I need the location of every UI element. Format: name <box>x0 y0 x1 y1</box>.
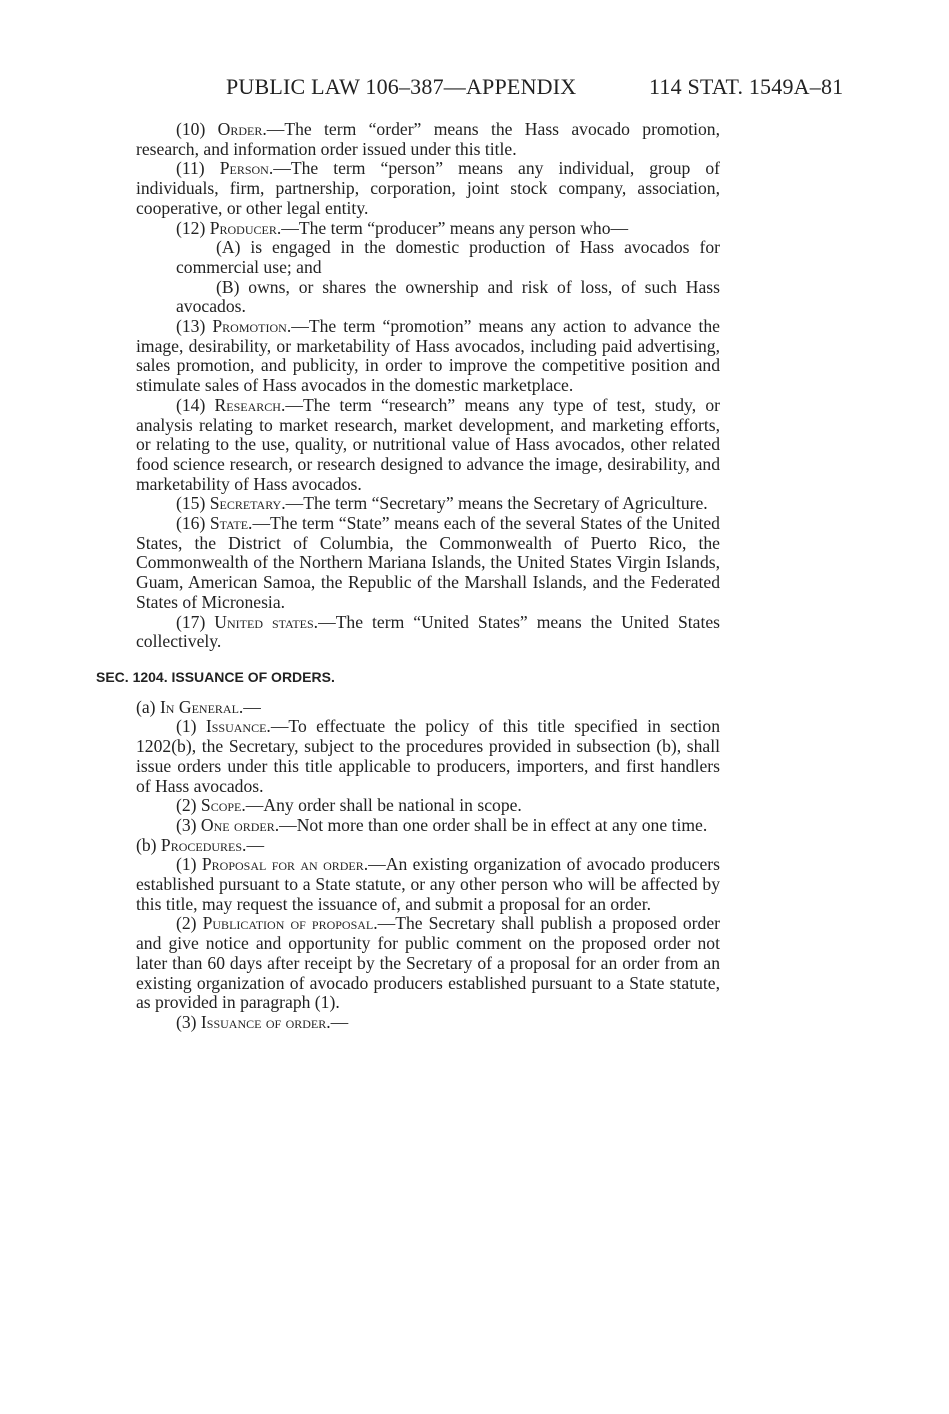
paragraph-text: —To effectuate the policy of this title specified in section 1202(b), the Secretary, subject to the procedures provided in subsection (b), shall issue orders under this title applicable to producers, importers, and first handlers of Hass avocados. <box>136 716 720 796</box>
paragraph-one-order <box>136 816 720 836</box>
definition-producer <box>136 219 720 239</box>
paragraph-number: (1) <box>176 716 197 737</box>
definition-united-states <box>136 613 720 652</box>
definition-text: —The term “promotion” means any action to advance the image, desirability, or marketability of Hass avocados, including paid advertising, sales promotion, and publicity, in order to improve the competitive position and stimulate sales of Hass avocados in the domestic marketplace. <box>136 316 720 396</box>
definition-term: Promotion. <box>212 316 292 337</box>
subsection-b-heading <box>136 836 720 856</box>
definition-number: (16) <box>176 513 206 534</box>
definition-term: Secretary. <box>209 493 286 514</box>
paragraph-term: Issuance of order. <box>200 1011 331 1032</box>
producer-subitem-b: (B) owns, or shares the ownership and risk of loss, of such Hass avocados. <box>176 276 720 317</box>
producer-subitem-a: (A) is engaged in the domestic production of Hass avocados for commercial use; and <box>176 237 720 277</box>
definition-number: (13) <box>176 316 206 337</box>
paragraph-scope <box>136 796 720 816</box>
paragraph-text: —The Secretary shall publish a proposed order and give notice and opportunity for public comment on the proposed order not later than 60 days after receipt by the Secretary of a proposal for an order from an existing organization of avocado producers established pursuant to a State statute, as provided in paragraph (1). <box>136 913 720 1013</box>
definition-order <box>136 120 720 159</box>
paragraph-text: —Not more than one order shall be in effect at any one time. <box>279 814 708 835</box>
paragraph-proposal <box>136 855 720 914</box>
definition-research <box>136 396 720 495</box>
subsection-label: (a) <box>136 696 160 717</box>
paragraph-number: (3) <box>176 1011 197 1032</box>
definition-text: —The term “order” means the Hass avocado promotion, research, and information order issued under this title. <box>136 119 720 159</box>
subsection-label: (b) <box>136 834 161 855</box>
definition-text: —The term “research” means any type of test, study, or analysis relating to market research, market development, and marketing efforts, or relating to the use, quality, or nutritional value of Hass avocados, other related food science research, or research designed to advance the image, desirability, and marketability of Hass avocados. <box>136 394 720 494</box>
paragraph-term: Issuance. <box>205 716 271 737</box>
definition-text: —The term “producer” means any person who— <box>281 217 629 238</box>
subsection-dash: — <box>243 696 261 717</box>
document-body <box>96 119 721 1033</box>
definition-text: —The term “person” means any individual, group of individuals, firm, partnership, corporation, joint stock company, association, cooperative, or other legal entity. <box>136 158 721 218</box>
definition-secretary <box>136 494 720 514</box>
paragraph-number: (2) <box>176 795 197 816</box>
subsection-term: Procedures. <box>160 834 247 855</box>
subsection-dash: — <box>246 834 265 855</box>
subsection-term: In General. <box>159 696 244 717</box>
paragraph-number: (3) <box>176 814 197 835</box>
paragraph-text: — <box>330 1011 349 1032</box>
definition-number: (11) <box>176 158 205 179</box>
paragraph-term: Publication of proposal. <box>202 913 378 934</box>
paragraph-issuance-of-order <box>136 1013 720 1033</box>
paragraph-text: —An existing organization of avocado producers established pursuant to a State statute, or any other person who will be affected by this title, may request the issuance of, and submit a proposal for an order. <box>136 854 720 914</box>
definition-text: —The term “United States” means the United States collectively. <box>136 611 720 652</box>
paragraph-term: Proposal for an order. <box>201 854 369 875</box>
subsection-a-heading <box>136 698 720 718</box>
definition-state <box>136 514 720 613</box>
definition-term: Research. <box>214 394 286 415</box>
definition-number: (14) <box>176 394 206 415</box>
paragraph-text: —Any order shall be national in scope. <box>245 795 522 816</box>
definition-number: (15) <box>176 493 206 514</box>
definition-promotion <box>136 317 720 396</box>
definition-text: —The term “Secretary” means the Secretary of Agriculture. <box>285 493 708 514</box>
paragraph-term: Scope. <box>200 795 246 816</box>
paragraph-number: (2) <box>176 913 197 934</box>
definition-number: (10) <box>176 119 206 139</box>
section-heading: SEC. 1204. ISSUANCE OF ORDERS. <box>96 668 335 685</box>
paragraph-issuance <box>136 717 720 796</box>
paragraph-term: One order. <box>200 814 280 835</box>
definition-number: (17) <box>176 611 206 632</box>
definition-term: Order. <box>217 119 267 139</box>
definition-person <box>136 159 720 218</box>
definition-term: State. <box>209 513 253 534</box>
running-header <box>226 74 866 104</box>
paragraph-publication <box>136 914 720 1013</box>
definition-text: —The term “State” means each of the several States of the United States, the District of Columbia, the Commonwealth of Puerto Rico, the Commonwealth of the Northern Mariana Islands, the United States Virgin Islands, Guam, American Samoa, the Republic of the Marshall Islands, and the Federated States of Micronesia. <box>136 513 720 612</box>
paragraph-number: (1) <box>176 854 197 875</box>
definition-term: United states. <box>214 611 319 632</box>
header-law-title: PUBLIC LAW 106–387—APPENDIX <box>226 74 577 99</box>
header-statute-page: 114 STAT. 1549A–81 <box>649 74 844 99</box>
definition-term: Person. <box>219 158 274 179</box>
definition-term: Producer. <box>209 217 282 238</box>
definition-number: (12) <box>176 217 206 238</box>
